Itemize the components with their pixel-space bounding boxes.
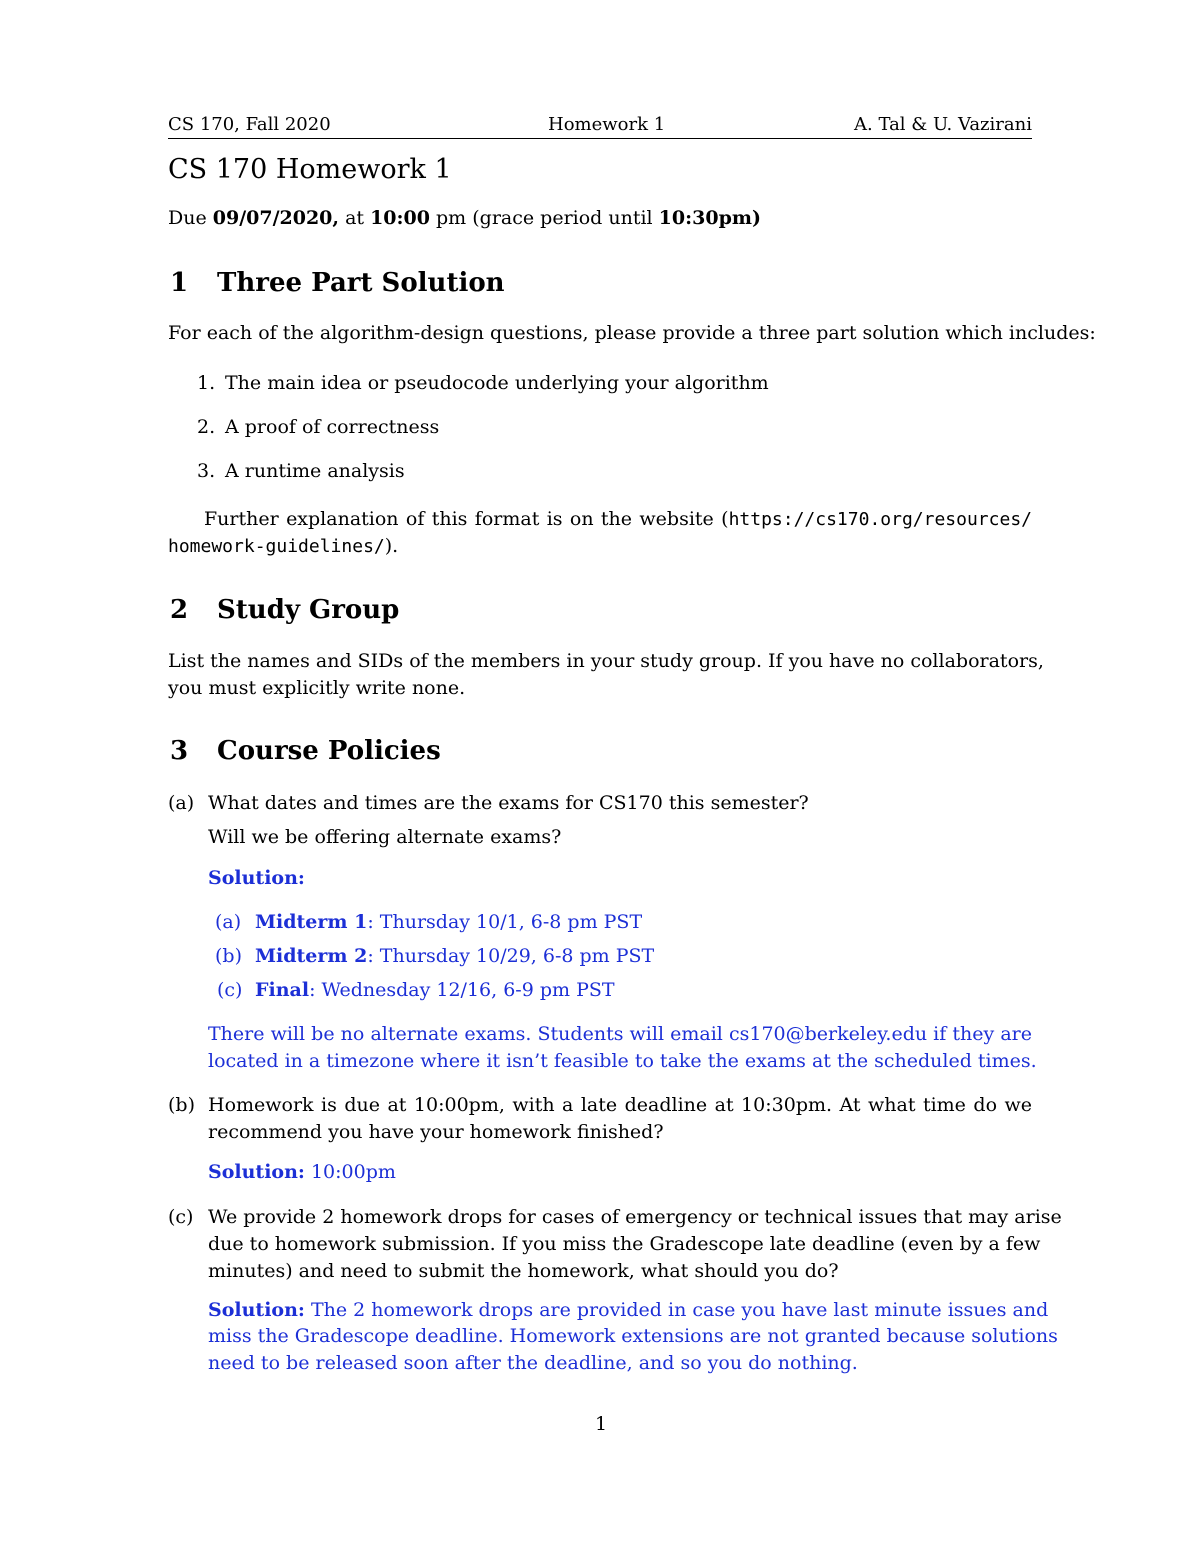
- list-item: A runtime analysis: [225, 460, 405, 482]
- exam-name: Midterm 1: [255, 911, 368, 933]
- question-c-text-2: [208, 1233, 1041, 1255]
- header-authors: A. Tal & U. Vazirani: [854, 114, 1032, 135]
- due-time: 10:00: [370, 207, 430, 229]
- exam-time: : Thursday 10/1, 6-8 pm PST: [367, 911, 643, 933]
- section-2-number: 2: [170, 595, 189, 625]
- exam-label: (c): [217, 979, 243, 1001]
- study-group-text: [168, 650, 1044, 672]
- question-b-line: Homework is due at 10:00pm, with a late deadline at 10:30pm. At what time do we: [208, 1094, 1032, 1116]
- list-item-number: 3.: [197, 460, 216, 482]
- further-explanation: [204, 508, 1032, 530]
- question-a-text-2: Will we be offering alternate exams?: [208, 826, 562, 848]
- section-1-intro: [168, 322, 1096, 344]
- list-item: A proof of correctness: [225, 416, 440, 438]
- question-c-text: [208, 1206, 1062, 1228]
- page-title: CS 170 Homework 1: [168, 154, 452, 185]
- study-group-line: List the names and SIDs of the members in your study group. If you have no collaborators,: [168, 650, 1044, 672]
- list-item-number: 1.: [197, 372, 216, 394]
- guidelines-link[interactable]: https://cs170.org/resources/: [728, 509, 1032, 530]
- section-1-title: Three Part Solution: [217, 268, 505, 298]
- exam-item: [255, 911, 642, 933]
- solution-label: Solution:: [208, 867, 305, 889]
- question-a-text: What dates and times are the exams for CS170 this semester?: [208, 792, 809, 814]
- solution-answer: 10:00pm: [304, 1161, 396, 1183]
- due-grace-time: 10:30pm): [658, 207, 761, 229]
- exam-time: : Thursday 10/29, 6-8 pm PST: [367, 945, 655, 967]
- alternate-exams-line: located in a timezone where it isn’t feasible to take the exams at the scheduled times.: [208, 1050, 1037, 1072]
- exam-name: Final: [255, 979, 310, 1001]
- exam-label: (a): [215, 911, 242, 933]
- header-rule: [168, 138, 1032, 139]
- section-3-number: 3: [170, 736, 189, 766]
- due-date: 09/07/2020,: [212, 207, 340, 229]
- section-1-intro-text: For each of the algorithm-design questions, please provide a three part solution which includes:: [168, 322, 1096, 344]
- further-text: Further explanation of this format is on the website (: [204, 508, 729, 530]
- due-grace: (grace period until: [472, 207, 659, 229]
- exam-label: (b): [215, 945, 242, 967]
- solution-c: [208, 1299, 1049, 1321]
- section-2-title: Study Group: [217, 595, 400, 625]
- list-item: The main idea or pseudocode underlying your algorithm: [225, 372, 769, 394]
- list-item-number: 2.: [197, 416, 216, 438]
- further-text-end: ).: [384, 535, 399, 557]
- exam-item: [255, 979, 615, 1001]
- question-b-label: (b): [168, 1094, 195, 1116]
- page-number: 1: [595, 1413, 608, 1435]
- solution-label: Solution:: [208, 1299, 305, 1321]
- section-3-title: Course Policies: [217, 736, 441, 766]
- further-explanation-cont: [168, 535, 398, 557]
- section-1-number: 1: [170, 268, 189, 298]
- exam-time: : Wednesday 12/16, 6-9 pm PST: [309, 979, 615, 1001]
- solution-c-2: [208, 1325, 1058, 1347]
- due-line: [168, 207, 761, 229]
- due-at: at: [339, 207, 371, 229]
- header-title: Homework 1: [548, 114, 666, 135]
- guidelines-link-cont[interactable]: homework-guidelines/: [168, 536, 385, 557]
- solution-line: The 2 homework drops are provided in case you have last minute issues and: [304, 1299, 1049, 1321]
- alternate-exams-line: There will be no alternate exams. Students will email cs170@berkeley.edu if they are: [208, 1023, 1032, 1045]
- question-c-line: We provide 2 homework drops for cases of emergency or technical issues that may arise: [208, 1206, 1062, 1228]
- header-course: CS 170, Fall 2020: [168, 114, 331, 135]
- solution-line: miss the Gradescope deadline. Homework extensions are not granted because solutions: [208, 1325, 1058, 1347]
- alternate-exams-note: [208, 1023, 1032, 1045]
- question-c-line: minutes) and need to submit the homework, what should you do?: [208, 1260, 839, 1282]
- solution-label: Solution:: [208, 1161, 305, 1183]
- exam-item: [255, 945, 654, 967]
- due-prefix: Due: [168, 207, 213, 229]
- question-b-text: [208, 1094, 1032, 1116]
- question-b-line: recommend you have your homework finished?: [208, 1121, 664, 1143]
- study-group-line: you must explicitly write none.: [168, 677, 466, 699]
- solution-line: need to be released soon after the deadline, and so you do nothing.: [208, 1352, 858, 1374]
- question-a-label: (a): [168, 792, 195, 814]
- due-pm: pm: [429, 207, 473, 229]
- question-c-line: due to homework submission. If you miss the Gradescope late deadline (even by a few: [208, 1233, 1041, 1255]
- exam-name: Midterm 2: [255, 945, 368, 967]
- question-c-label: (c): [168, 1206, 194, 1228]
- solution-b: [208, 1161, 396, 1183]
